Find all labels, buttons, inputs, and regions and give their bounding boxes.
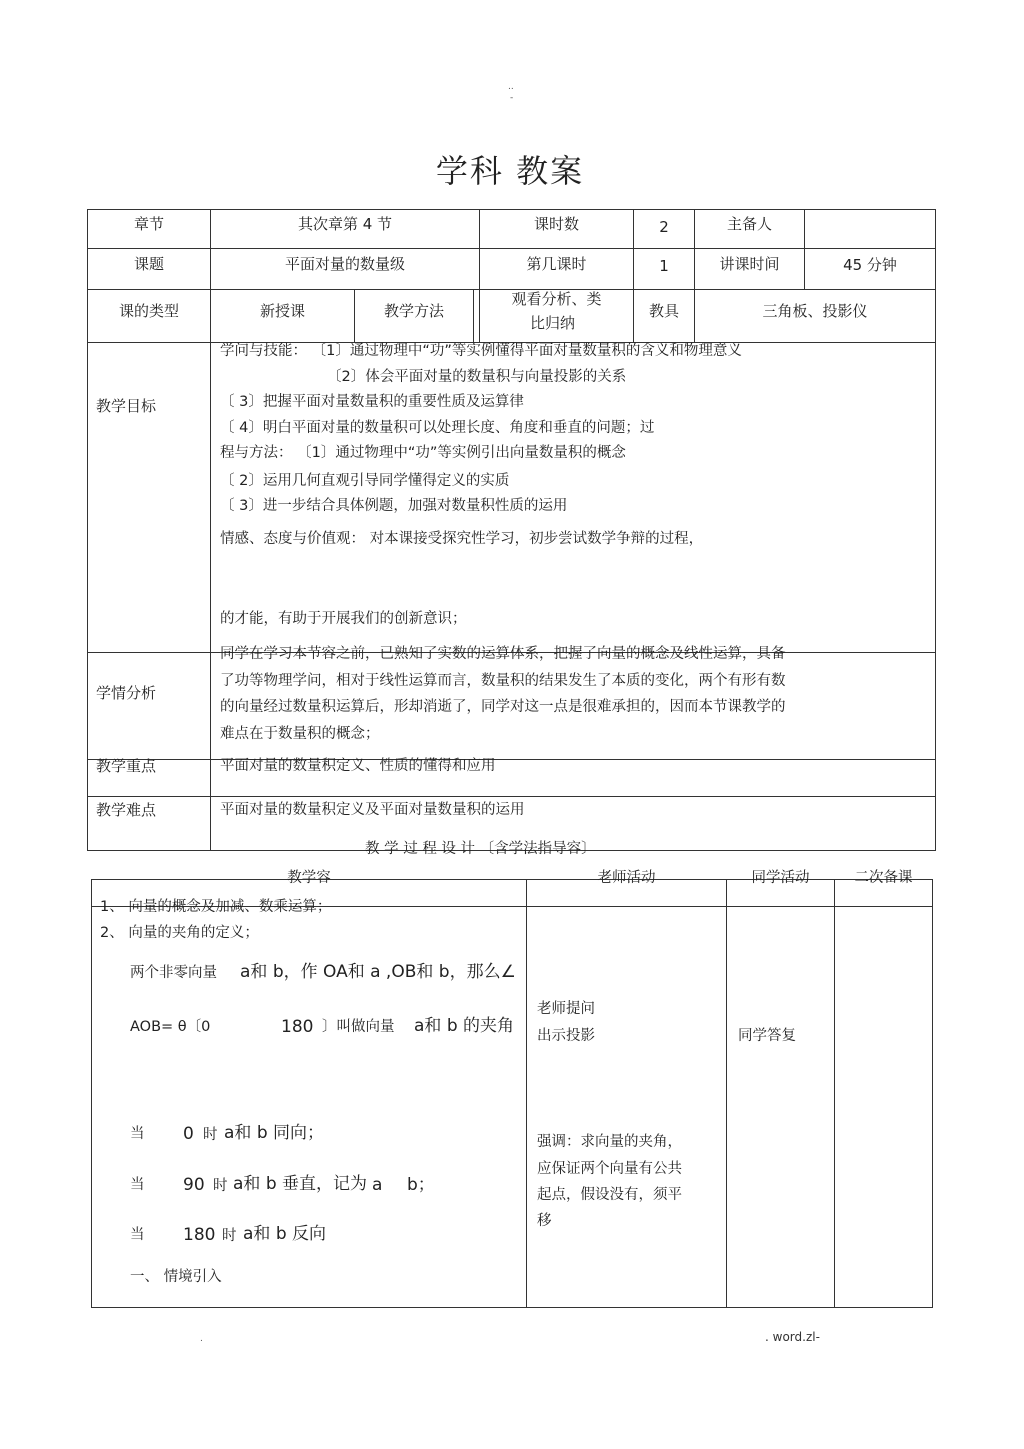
case-text: 当 bbox=[130, 1177, 145, 1193]
page-title: 学科 教案 bbox=[435, 152, 585, 190]
label-teaching-aids: 教具 bbox=[648, 302, 679, 320]
label-lesson-type: 课的类型 bbox=[118, 302, 179, 320]
case-math: a和 b 反向 bbox=[243, 1224, 327, 1244]
label-lesson-count: 课时数 bbox=[533, 215, 579, 233]
content-section-heading: 一、 情境引入 bbox=[130, 1269, 222, 1285]
column-header-content: 教学容 bbox=[287, 870, 331, 886]
teacher-activity-line: 应保证两个向量有公共 bbox=[537, 1161, 682, 1177]
process-title: 教 学 过 程 设 计 〔含学法指导容〕 bbox=[365, 841, 596, 857]
objective-line: 学问与技能： 〔1〕通过物理中“功”等实例懂得平面对量数量积的含义和物理意义 bbox=[220, 343, 742, 359]
label-class-time: 讲课时间 bbox=[719, 255, 780, 273]
objective-line: 的才能，有助于开展我们的创新意识； bbox=[220, 611, 467, 627]
column-header-teacher: 老师活动 bbox=[597, 870, 656, 886]
value-teaching-aids: 三角板、投影仪 bbox=[762, 302, 868, 320]
label-chapter: 章节 bbox=[133, 215, 164, 233]
value-chapter: 其次章第 4 节 bbox=[297, 215, 393, 233]
label-analysis: 学情分析 bbox=[96, 684, 157, 702]
value-lesson-count: 2 bbox=[659, 218, 669, 236]
case-math: 180 bbox=[183, 1225, 216, 1245]
definition-math: OA和 a ,OB和 b，那么∠ bbox=[323, 962, 516, 982]
case-math: a bbox=[372, 1175, 383, 1195]
teacher-activity-line: 移 bbox=[537, 1213, 552, 1229]
footer-left: . bbox=[200, 1334, 203, 1344]
case-text: 时 bbox=[203, 1127, 218, 1143]
teacher-activity-line: 老师提问 bbox=[537, 1001, 595, 1017]
label-lesson-number: 第几课时 bbox=[526, 255, 587, 273]
label-preparer: 主备人 bbox=[726, 215, 772, 233]
value-lesson-type: 新授课 bbox=[259, 302, 305, 320]
column-header-revision: 二次备课 bbox=[854, 870, 913, 886]
objective-line: 〔 3〕把握平面对量数量积的重要性质及运算律 bbox=[220, 394, 524, 410]
label-teaching-method: 教学方法 bbox=[383, 302, 444, 320]
value-class-time: 45 分钟 bbox=[843, 256, 897, 274]
value-key-point: 平面对量的数量积定义、性质的懂得和应用 bbox=[220, 758, 496, 774]
case-math: b； bbox=[407, 1175, 435, 1195]
case-text: 时 bbox=[222, 1228, 237, 1244]
objective-line: 情感、态度与价值观： 对本课接受探究性学习，初步尝试数学争辩的过程， bbox=[220, 531, 704, 547]
value-lesson-number: 1 bbox=[659, 257, 669, 275]
teacher-activity-line: 起点，假设没有，须平 bbox=[537, 1187, 682, 1203]
teacher-activity-line: 强调：求向量的夹角， bbox=[537, 1134, 682, 1150]
label-objectives: 教学目标 bbox=[96, 397, 157, 415]
header-dash: - bbox=[510, 93, 514, 103]
case-math: 90 bbox=[183, 1175, 205, 1195]
case-text: 当 bbox=[130, 1227, 145, 1243]
objective-line: 〔 2〕运用几何直观引导同学懂得定义的实质 bbox=[220, 473, 510, 489]
case-text: 当 bbox=[130, 1126, 145, 1142]
value-topic: 平面对量的数量级 bbox=[284, 255, 405, 273]
label-difficult-point: 教学难点 bbox=[96, 801, 157, 819]
objective-line: 程与方法： 〔1〕通过物理中“功”等实例引出向量数量积的概念 bbox=[220, 445, 626, 461]
analysis-line: 难点在于数量积的概念； bbox=[220, 725, 380, 742]
definition-math: a和 b 的夹角 bbox=[414, 1016, 515, 1036]
analysis-paragraph bbox=[220, 641, 920, 747]
case-text: 时 bbox=[213, 1178, 228, 1194]
definition-text: AOB= θ〔0 bbox=[130, 1019, 211, 1035]
objective-line: 〔 3〕进一步结合具体例题，加强对数量积性质的运用 bbox=[220, 498, 568, 514]
content-item-1: 1、 向量的概念及加减、数乘运算； bbox=[100, 899, 332, 915]
value-teaching-method-line2: 比归纳 bbox=[530, 314, 576, 332]
objective-line: 〔2〕体会平面对量的数量积与向量投影的关系 bbox=[327, 369, 627, 385]
analysis-line: 了功等物理学问，相对于线性运算而言，数量积的结果发生了本质的变化，两个有形有数 bbox=[220, 672, 786, 689]
label-topic: 课题 bbox=[133, 255, 164, 273]
definition-math: a和 b，作 bbox=[240, 962, 318, 982]
teacher-activity-line: 出示投影 bbox=[537, 1028, 595, 1044]
definition-math: 180 bbox=[281, 1017, 314, 1037]
value-teaching-method-line1: 观看分析、类 bbox=[511, 290, 602, 308]
definition-text: 〕叫做向量 bbox=[322, 1019, 395, 1035]
student-activity-line: 同学答复 bbox=[738, 1028, 796, 1044]
definition-text: 两个非零向量 bbox=[130, 965, 217, 981]
value-difficult-point: 平面对量的数量积定义及平面对量数量积的运用 bbox=[220, 802, 525, 818]
footer-right: . word.zl- bbox=[765, 1330, 820, 1344]
case-math: 0 bbox=[183, 1124, 194, 1144]
case-math: a和 b 同向； bbox=[224, 1123, 325, 1143]
analysis-line: 的向量经过数量积运算后，形却消逝了，同学对这一点是很难承担的，因而本节课教学的 bbox=[220, 699, 786, 715]
case-math: a和 b 垂直，记为 bbox=[233, 1174, 368, 1194]
column-header-student: 同学活动 bbox=[751, 870, 810, 886]
label-key-point: 教学重点 bbox=[96, 757, 157, 775]
content-item-2: 2、 向量的夹角的定义； bbox=[100, 925, 259, 941]
objective-line: 〔 4〕明白平面对量的数量积可以处理长度、角度和垂直的问题；过 bbox=[220, 420, 655, 436]
header-dots: .. bbox=[508, 82, 514, 92]
analysis-line: 同学在学习本节容之前，已熟知了实数的运算体系，把握了向量的概念及线性运算，具备 bbox=[220, 646, 786, 662]
